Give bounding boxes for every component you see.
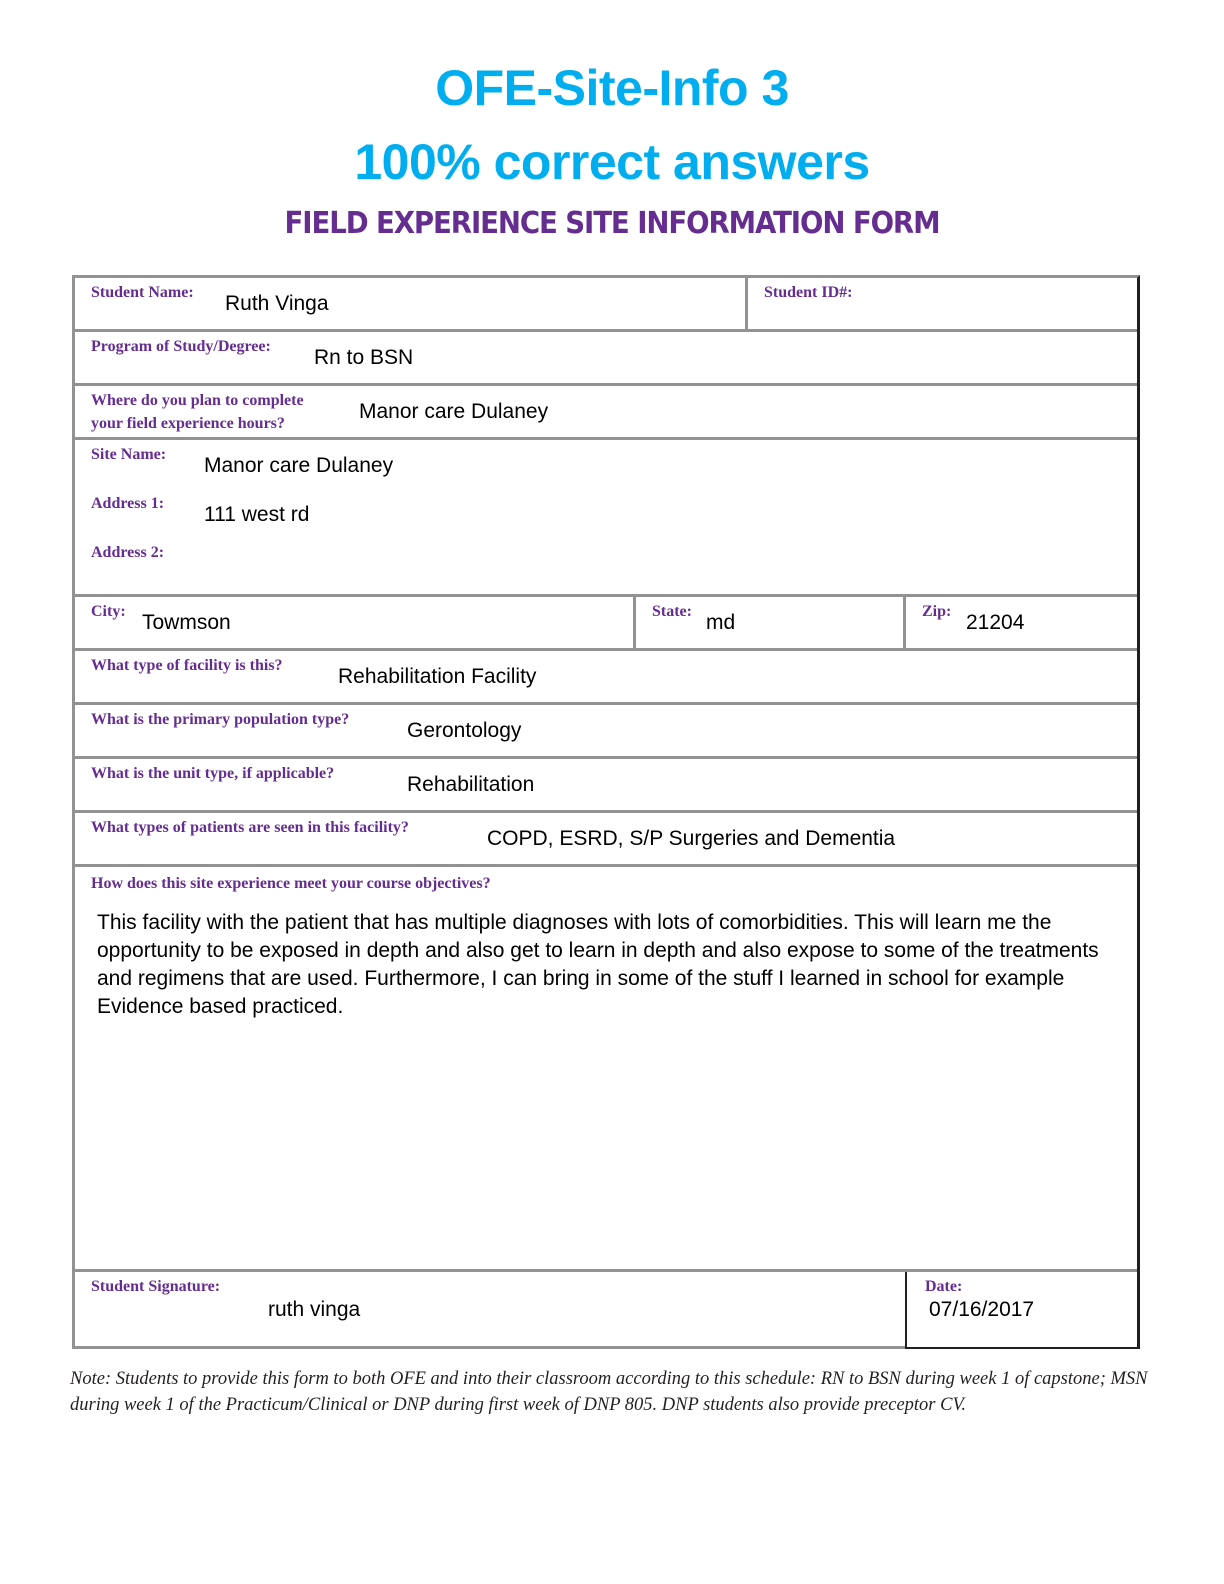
program-field[interactable]: Rn to BSN bbox=[314, 346, 414, 369]
row-facility-type bbox=[75, 651, 1137, 705]
address1-label: Address 1: bbox=[91, 495, 165, 512]
objectives-label: How does this site experience meet your course objectives? bbox=[91, 875, 491, 892]
student-name-field[interactable]: Ruth Vinga bbox=[225, 292, 329, 315]
row-population-type bbox=[75, 705, 1137, 759]
student-name-label: Student Name: bbox=[91, 284, 194, 301]
population-type-label: What is the primary population type? bbox=[91, 711, 350, 728]
row-patient-types bbox=[75, 813, 1137, 867]
signature-cell[interactable] bbox=[75, 1272, 905, 1349]
unit-type-cell[interactable] bbox=[75, 759, 1137, 810]
student-id-label: Student ID#: bbox=[764, 284, 853, 301]
row-plan bbox=[75, 386, 1137, 440]
document-subtitle: 100% correct answers bbox=[354, 134, 870, 190]
plan-cell[interactable] bbox=[75, 386, 1137, 437]
unit-type-label: What is the unit type, if applicable? bbox=[91, 765, 335, 782]
patient-types-label: What types of patients are seen in this facility? bbox=[91, 819, 409, 836]
row-program bbox=[75, 332, 1137, 386]
site-name-label: Site Name: bbox=[91, 446, 167, 463]
city-label: City: bbox=[91, 603, 126, 620]
objectives-field[interactable]: This facility with the patient that has multiple diagnoses with lots of comorbidities. This will learn me the opportunity to be exposed in depth and also get to learn in depth and also expose to some of the treatments and regimens that are used. Furthermore, I can bring in some of the stuff I learned in school for example Evidence based practiced. bbox=[97, 911, 1099, 1018]
submission-note: Note: Students to provide this form to both OFE and into their classroom according to this schedule: RN to BSN during week 1 of capstone; MSN during week 1 of the Practicum/Clinical or DNP during first week of DNP 805. DNP students also provide preceptor CV. bbox=[70, 1369, 1148, 1415]
facility-type-field[interactable]: Rehabilitation Facility bbox=[338, 665, 537, 688]
row-unit-type bbox=[75, 759, 1137, 813]
date-field[interactable]: 07/16/2017 bbox=[929, 1298, 1035, 1321]
state-field[interactable]: md bbox=[706, 611, 736, 634]
document-title: OFE-Site-Info 3 bbox=[435, 60, 789, 116]
state-label: State: bbox=[652, 603, 692, 620]
student-id-cell[interactable] bbox=[748, 278, 1137, 329]
form-title: FIELD EXPERIENCE SITE INFORMATION FORM bbox=[284, 206, 940, 241]
plan-label-line2: your field experience hours? bbox=[91, 415, 285, 432]
site-name-field[interactable]: Manor care Dulaney bbox=[204, 454, 394, 477]
facility-type-label: What type of facility is this? bbox=[91, 657, 283, 674]
zip-field[interactable]: 21204 bbox=[966, 611, 1025, 634]
unit-type-field[interactable]: Rehabilitation bbox=[407, 773, 535, 796]
date-cell[interactable] bbox=[905, 1272, 1137, 1349]
site-information-form bbox=[72, 275, 1140, 1349]
signature-field[interactable]: ruth vinga bbox=[268, 1298, 361, 1321]
site-address-cell bbox=[75, 440, 1137, 594]
signature-label: Student Signature: bbox=[91, 1278, 221, 1295]
zip-label: Zip: bbox=[922, 603, 952, 620]
objectives-cell[interactable] bbox=[75, 867, 1137, 1269]
date-label: Date: bbox=[925, 1278, 963, 1295]
plan-field[interactable]: Manor care Dulaney bbox=[359, 400, 549, 423]
state-cell[interactable] bbox=[636, 597, 906, 648]
student-name-cell[interactable] bbox=[75, 278, 748, 329]
row-signature-date bbox=[75, 1272, 1137, 1349]
population-type-cell[interactable] bbox=[75, 705, 1137, 756]
row-city-state-zip bbox=[75, 597, 1137, 651]
plan-label-line1: Where do you plan to complete bbox=[91, 392, 304, 409]
patient-types-field[interactable]: COPD, ESRD, S/P Surgeries and Dementia bbox=[487, 827, 896, 850]
address1-field[interactable]: 111 west rd bbox=[204, 503, 310, 526]
population-type-field[interactable]: Gerontology bbox=[407, 719, 522, 742]
zip-cell[interactable] bbox=[906, 597, 1137, 648]
row-objectives bbox=[75, 867, 1137, 1272]
program-label: Program of Study/Degree: bbox=[91, 338, 271, 355]
row-site-address bbox=[75, 440, 1137, 597]
program-cell[interactable] bbox=[75, 332, 1137, 383]
facility-type-cell[interactable] bbox=[75, 651, 1137, 702]
city-cell[interactable] bbox=[75, 597, 636, 648]
address2-label: Address 2: bbox=[91, 544, 165, 561]
city-field[interactable]: Towmson bbox=[142, 611, 231, 634]
patient-types-cell[interactable] bbox=[75, 813, 1137, 864]
row-student bbox=[75, 278, 1137, 332]
